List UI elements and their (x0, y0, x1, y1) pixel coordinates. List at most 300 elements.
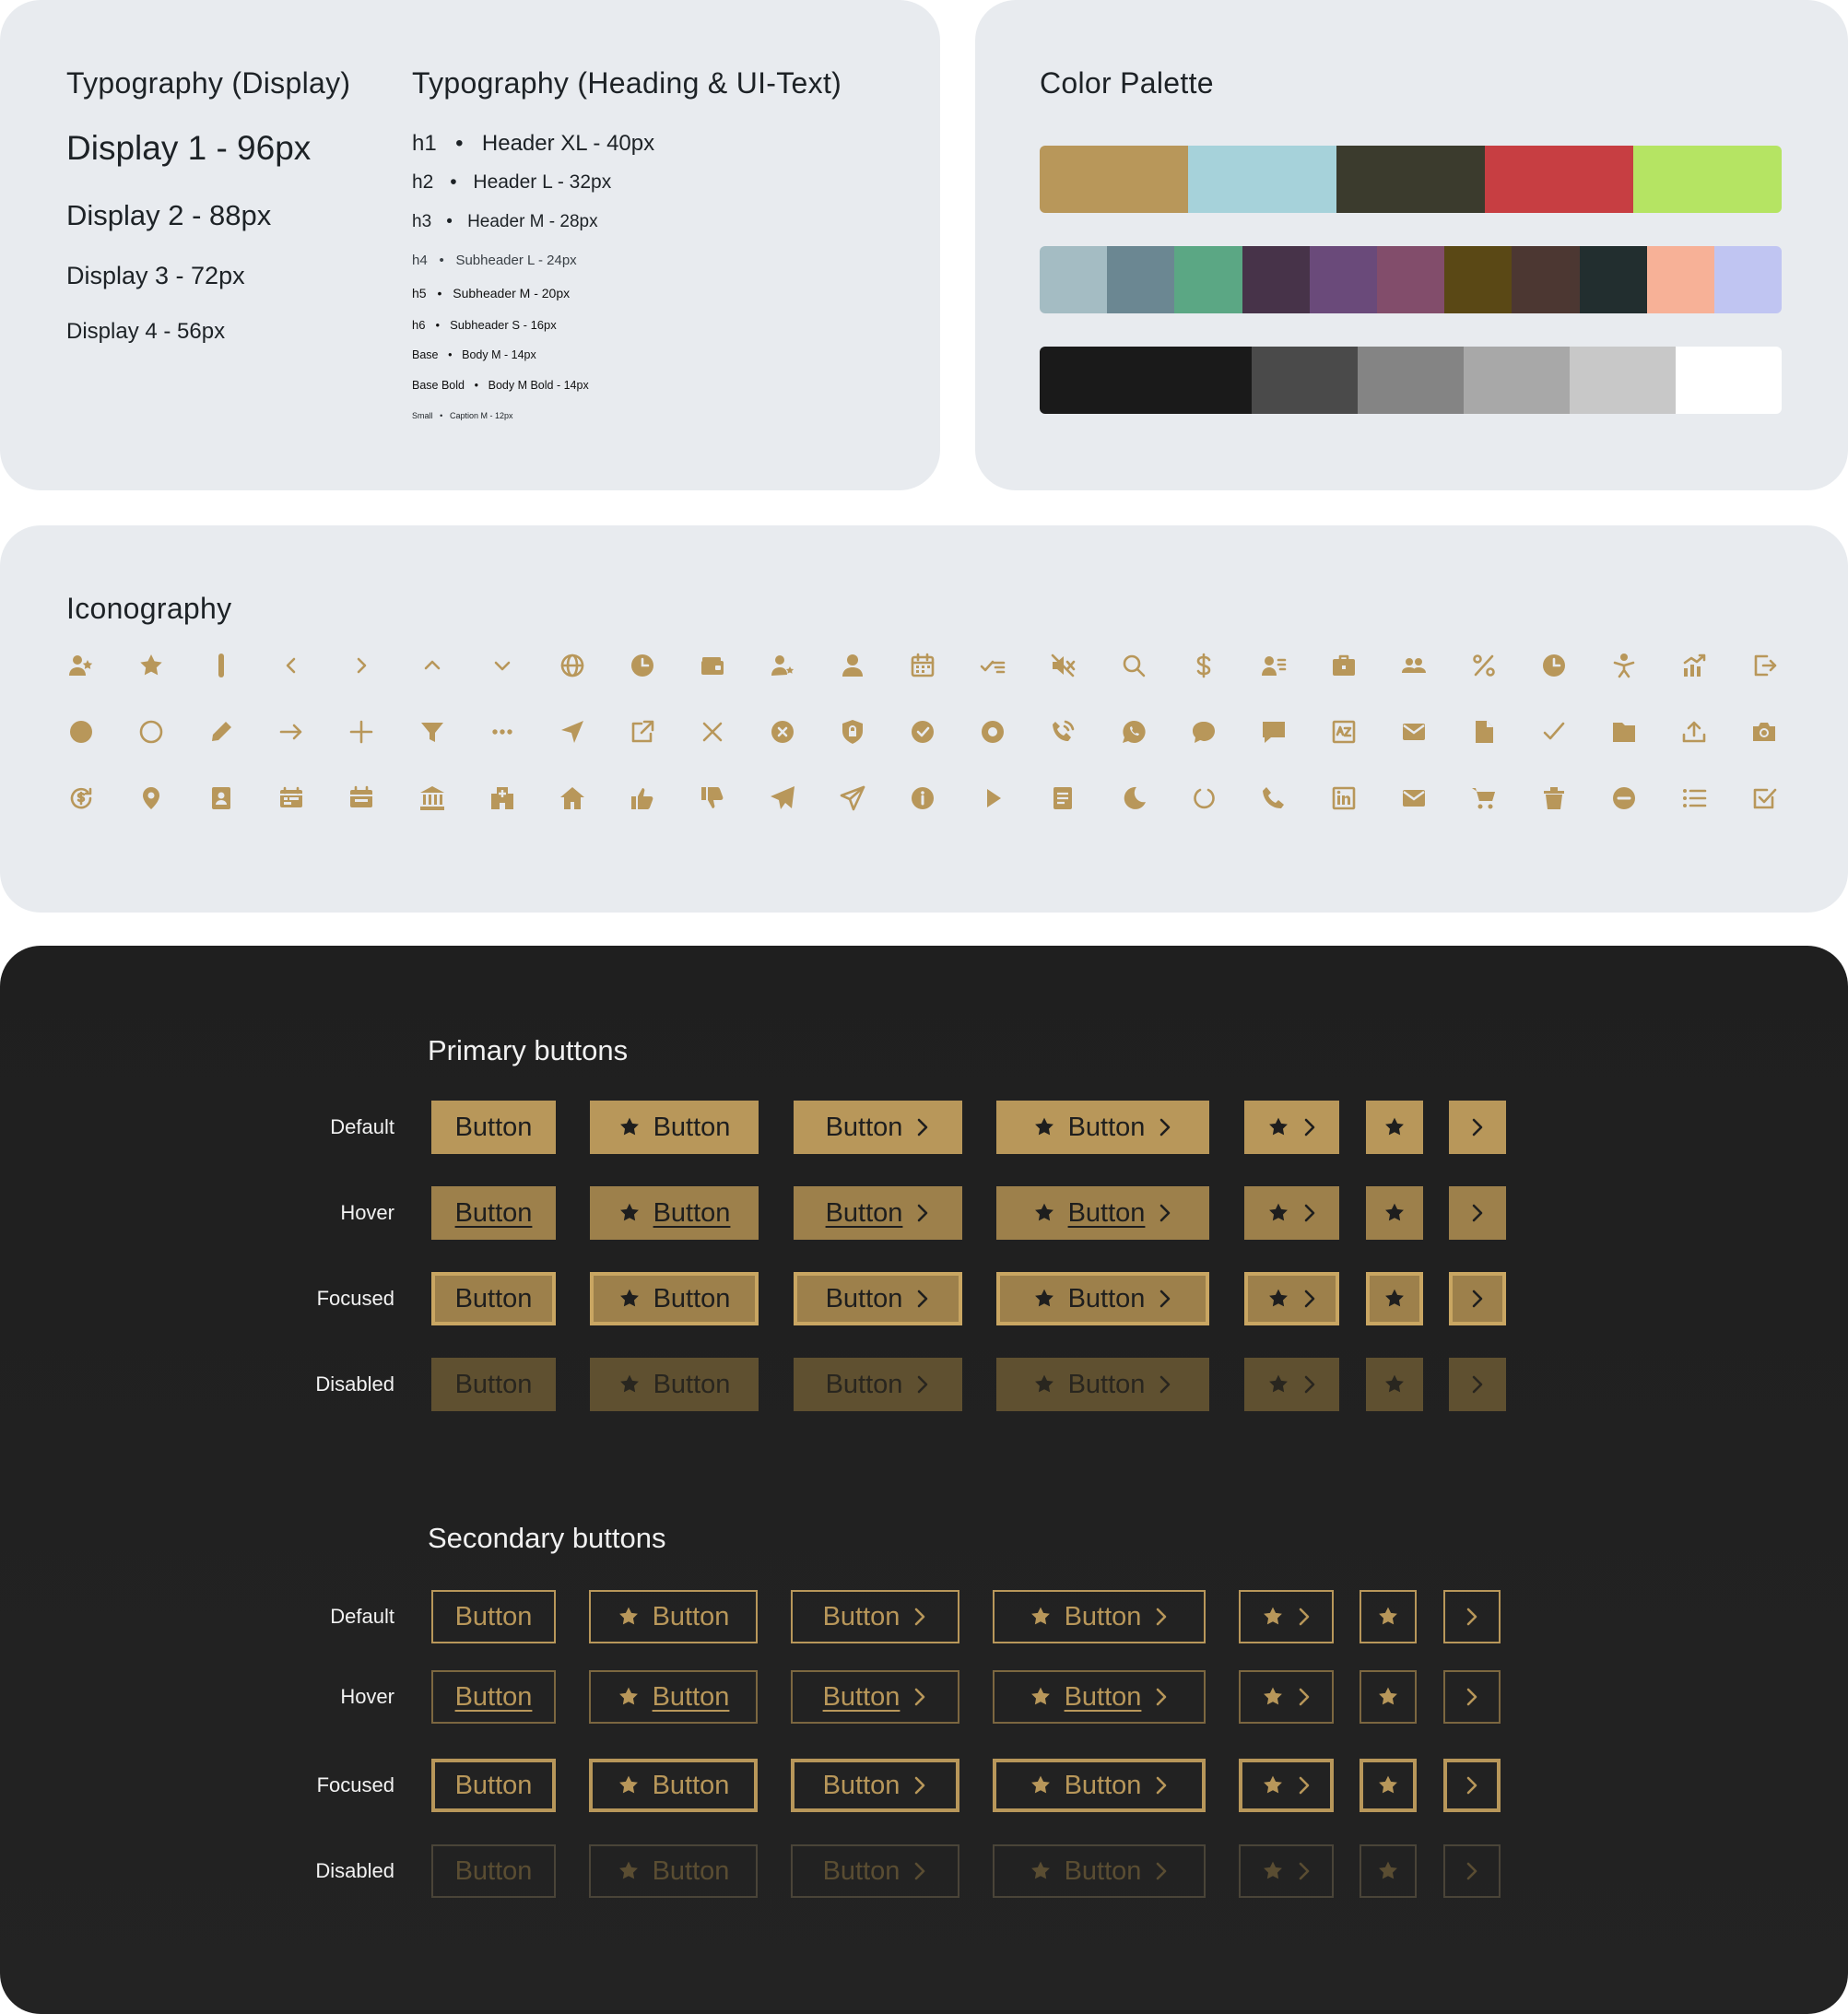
primary-text-chevron-button-hover[interactable] (794, 1186, 962, 1240)
whatsapp-icon (1106, 704, 1161, 760)
id-card-icon (1246, 638, 1301, 693)
star-icon (1262, 1686, 1284, 1708)
star-icon (1377, 1686, 1399, 1708)
upload-icon (1666, 704, 1722, 760)
primary-text-button-focused[interactable] (431, 1272, 556, 1325)
heading-tag: Base (412, 348, 439, 361)
secondary-chevron-only-button-focused[interactable] (1443, 1759, 1501, 1812)
plus-icon (334, 704, 389, 760)
bullet-separator: • (437, 286, 442, 300)
display-3-sample: Display 3 - 72px (66, 262, 245, 289)
heading-sample-1 (412, 131, 654, 157)
chevron-right-icon (1465, 1775, 1479, 1796)
primary-icon-text-chevron-button-default[interactable] (996, 1101, 1209, 1154)
color-swatch (1040, 146, 1188, 213)
star-icon (1383, 1288, 1406, 1310)
more-icon (475, 704, 530, 760)
heading-label: Header XL - 40px (481, 131, 655, 156)
heading-label: Subheader M - 20px (453, 286, 571, 300)
list-icon (1666, 771, 1722, 826)
secondary-disabled-state-label: Disabled (315, 1859, 394, 1882)
chevron-right-icon (1465, 1861, 1479, 1881)
thumbs-up-icon (615, 771, 670, 826)
primary-text-chevron-button-disabled (794, 1358, 962, 1411)
play-icon (965, 771, 1020, 826)
color-swatch (1040, 347, 1252, 414)
button-label: Button (825, 1112, 903, 1142)
button-label: Button (1064, 1855, 1142, 1886)
phone-call-icon (1035, 704, 1090, 760)
star-icon (1033, 1202, 1055, 1224)
bullet-separator: • (435, 318, 441, 332)
primary-icon-only-button-hover[interactable] (1366, 1186, 1423, 1240)
button-label: Button (1064, 1681, 1142, 1712)
secondary-text-button-hover[interactable] (431, 1670, 556, 1724)
button-label: Button (653, 1197, 731, 1228)
camera-icon (1736, 704, 1792, 760)
star-icon (1030, 1606, 1052, 1628)
chevron-right-icon (915, 1203, 930, 1223)
button-label: Button (822, 1855, 900, 1886)
person-arms-icon (1596, 638, 1652, 693)
linkedin-icon (1316, 771, 1371, 826)
chevron-right-icon (1470, 1203, 1485, 1223)
color-swatch (1570, 347, 1676, 414)
checklist-icon (965, 638, 1020, 693)
primary-icon-only-button-disabled (1366, 1358, 1423, 1411)
navigation-icon (545, 704, 600, 760)
star-icon (1030, 1686, 1052, 1708)
secondary-icon-text-button-hover[interactable] (589, 1670, 758, 1724)
dollar-cycle-icon (53, 771, 109, 826)
secondary-chevron-only-button-default[interactable] (1443, 1590, 1501, 1643)
chevron-right-icon (1302, 1289, 1317, 1309)
primary-buttons-title: Primary buttons (428, 1034, 629, 1066)
chevron-right-icon (1154, 1687, 1169, 1707)
primary-icon-text-button-default[interactable] (590, 1101, 759, 1154)
secondary-icon-only-button-default[interactable] (1360, 1590, 1417, 1643)
button-label: Button (652, 1681, 730, 1712)
translate-icon (1316, 704, 1371, 760)
filled-circle-icon (53, 704, 109, 760)
secondary-icon-text-chevron-button-focused[interactable] (993, 1759, 1206, 1812)
icon-row-3 (53, 771, 1786, 826)
color-swatch (1512, 246, 1579, 313)
star-icon (1383, 1373, 1406, 1396)
secondary-icon-text-button-focused[interactable] (589, 1759, 758, 1812)
star-icon (618, 1116, 641, 1138)
primary-icon-chevron-button-default[interactable] (1244, 1101, 1339, 1154)
chevron-right-icon (1470, 1374, 1485, 1395)
color-swatch (1580, 246, 1647, 313)
button-label: Button (454, 1283, 533, 1313)
secondary-text-button-default[interactable] (431, 1590, 556, 1643)
chevron-right-icon (1158, 1117, 1172, 1137)
heading-tag: h3 (412, 212, 432, 231)
chevron-left-icon (264, 638, 319, 693)
star-icon (1377, 1774, 1399, 1796)
heading-tag: h4 (412, 253, 428, 268)
chevron-right-icon (912, 1607, 927, 1627)
heading-sample-8 (412, 379, 589, 392)
chevron-right-icon (915, 1117, 930, 1137)
secondary-icon-text-chevron-button-default[interactable] (993, 1590, 1206, 1643)
secondary-hover-state-label: Hover (340, 1685, 394, 1708)
primary-icon-text-chevron-button-disabled (996, 1358, 1209, 1411)
bullet-separator: • (448, 348, 453, 361)
star-icon (618, 1202, 641, 1224)
star-icon (1267, 1288, 1289, 1310)
secondary-icon-text-button-default[interactable] (589, 1590, 758, 1643)
color-swatch (1647, 246, 1714, 313)
star-icon (1030, 1860, 1052, 1882)
heading-sample-5 (412, 286, 570, 300)
primary-icon-text-button-hover[interactable] (590, 1186, 759, 1240)
star-icon (618, 1606, 640, 1628)
chevron-right-icon (1302, 1117, 1317, 1137)
primary-text-chevron-button-focused[interactable] (794, 1272, 962, 1325)
arrow-right-icon (264, 704, 319, 760)
heading-label: Subheader L - 24px (455, 253, 577, 268)
folder-icon (1596, 704, 1652, 760)
mail-icon (1386, 704, 1442, 760)
secondary-chevron-only-button-disabled (1443, 1844, 1501, 1898)
chevron-right-icon (1465, 1687, 1479, 1707)
color-swatch (1358, 347, 1464, 414)
checkmark-icon (1526, 704, 1582, 760)
globe-icon (545, 638, 600, 693)
button-label: Button (454, 1770, 533, 1800)
pencil-icon (194, 704, 249, 760)
star-icon (1262, 1774, 1284, 1796)
hospital-icon (475, 771, 530, 826)
bullet-separator: • (474, 379, 478, 392)
briefcase-icon (1316, 638, 1371, 693)
envelope-icon (1386, 771, 1442, 826)
color-swatch (1188, 146, 1336, 213)
close-circle-icon (755, 704, 810, 760)
primary-icon-text-button-disabled (590, 1358, 759, 1411)
chevron-right-icon (912, 1687, 927, 1707)
secondary-icon-only-button-hover[interactable] (1360, 1670, 1417, 1724)
chevron-right-icon (912, 1775, 927, 1796)
user-star-icon (53, 638, 109, 693)
color-swatch (1040, 246, 1107, 313)
primary-icon-text-button-focused[interactable] (590, 1272, 759, 1325)
secondary-chevron-only-button-hover[interactable] (1443, 1670, 1501, 1724)
heading-label: Caption M - 12px (449, 411, 513, 420)
bullet-separator: • (439, 253, 444, 268)
primary-text-chevron-button-default[interactable] (794, 1101, 962, 1154)
primary-icon-chevron-button-focused[interactable] (1244, 1272, 1339, 1325)
secondary-icon-only-button-disabled (1360, 1844, 1417, 1898)
color-swatch (1633, 146, 1782, 213)
home-icon (545, 771, 600, 826)
star-icon (618, 1288, 641, 1310)
secondary-icon-text-chevron-button-disabled (993, 1844, 1206, 1898)
checkbox-icon (1736, 771, 1792, 826)
users-icon (1386, 638, 1442, 693)
chevron-right-icon (1470, 1289, 1485, 1309)
empty-circle-icon (124, 704, 179, 760)
primary-hover-state-label: Hover (340, 1201, 394, 1224)
display-2-sample: Display 2 - 88px (66, 199, 272, 231)
chat-bubble-icon (1176, 704, 1231, 760)
primary-icon-only-button-default[interactable] (1366, 1101, 1423, 1154)
star-icon (618, 1373, 641, 1396)
clock-icon (615, 638, 670, 693)
button-label: Button (1067, 1197, 1146, 1228)
star-icon (1033, 1288, 1055, 1310)
heading-sample-6 (412, 318, 557, 332)
secondary-icon-chevron-button-disabled (1239, 1844, 1334, 1898)
color-swatch (1676, 347, 1782, 414)
star-icon (1262, 1606, 1284, 1628)
button-label: Button (1067, 1112, 1146, 1142)
secondary-icon-text-chevron-button-hover[interactable] (993, 1670, 1206, 1724)
button-label: Button (1067, 1369, 1146, 1399)
button-label: Button (653, 1112, 731, 1142)
primary-chevron-only-button-hover[interactable] (1449, 1186, 1506, 1240)
close-icon (685, 704, 740, 760)
secondary-focused-state-label: Focused (316, 1773, 394, 1796)
star-icon (1267, 1116, 1289, 1138)
wallet-icon (685, 638, 740, 693)
display-4-sample: Display 4 - 56px (66, 319, 226, 344)
chevron-right-icon (1154, 1775, 1169, 1796)
icon-row-1 (53, 638, 1786, 693)
color-swatch (1242, 246, 1310, 313)
star-icon (1262, 1860, 1284, 1882)
send-icon (755, 771, 810, 826)
color-swatch (1485, 146, 1633, 213)
clock-alt-icon (1526, 638, 1582, 693)
primary-focused-state-label: Focused (316, 1287, 394, 1310)
color-swatch (1174, 246, 1242, 313)
secondary-text-button-disabled (431, 1844, 556, 1898)
primary-chevron-only-button-default[interactable] (1449, 1101, 1506, 1154)
primary-icon-only-button-focused[interactable] (1366, 1272, 1423, 1325)
calendar-event-icon (334, 771, 389, 826)
heading-sample-9 (412, 411, 513, 420)
message-icon (1246, 704, 1301, 760)
primary-chevron-only-button-focused[interactable] (1449, 1272, 1506, 1325)
loading-icon (1176, 771, 1231, 826)
primary-disabled-state-label: Disabled (315, 1372, 394, 1396)
chevron-right-icon (1158, 1203, 1172, 1223)
button-label: Button (1064, 1770, 1142, 1800)
percent-icon (1456, 638, 1512, 693)
record-icon (965, 704, 1020, 760)
heading-label: Header M - 28px (467, 212, 598, 231)
chevron-down-icon (475, 638, 530, 693)
logout-icon (1736, 638, 1792, 693)
minus-circle-icon (1596, 771, 1652, 826)
secondary-default-state-label: Default (330, 1605, 394, 1628)
button-label: Button (454, 1601, 533, 1631)
chevron-right-icon (1154, 1607, 1169, 1627)
color-swatch (1107, 246, 1174, 313)
moon-icon (1106, 771, 1161, 826)
secondary-icon-only-button-focused[interactable] (1360, 1759, 1417, 1812)
color-swatch (1714, 246, 1782, 313)
button-label: Button (652, 1601, 730, 1631)
chevron-right-icon (1465, 1607, 1479, 1627)
button-label: Button (1064, 1601, 1142, 1631)
secondary-icon-chevron-button-default[interactable] (1239, 1590, 1334, 1643)
calendar-icon (895, 638, 950, 693)
typography-display-title: Typography (Display) (66, 66, 351, 100)
button-label: Button (822, 1681, 900, 1712)
secondary-text-chevron-button-focused[interactable] (791, 1759, 959, 1812)
secondary-icon-chevron-button-hover[interactable] (1239, 1670, 1334, 1724)
button-label: Button (653, 1283, 731, 1313)
bar-chart-icon (1666, 638, 1722, 693)
heading-sample-2 (412, 171, 611, 194)
color-swatch (1252, 347, 1358, 414)
star-icon (618, 1686, 640, 1708)
button-label: Button (825, 1197, 903, 1228)
phone-icon (1246, 771, 1301, 826)
primary-text-button-default[interactable] (431, 1101, 556, 1154)
bullet-separator: • (446, 212, 453, 231)
button-label: Button (652, 1855, 730, 1886)
secondary-text-chevron-button-disabled (791, 1844, 959, 1898)
button-label: Button (822, 1770, 900, 1800)
chevron-right-icon (1297, 1775, 1312, 1796)
color-palette-title: Color Palette (1040, 66, 1214, 100)
chevron-right-icon (915, 1289, 930, 1309)
heading-sample-4 (412, 253, 577, 268)
star-icon (124, 638, 179, 693)
button-label: Button (653, 1369, 731, 1399)
vertical-bar-icon (194, 638, 249, 693)
heading-label: Body M - 14px (462, 348, 536, 361)
heading-sample-7 (412, 348, 536, 361)
primary-icon-text-chevron-button-hover[interactable] (996, 1186, 1209, 1240)
button-label: Button (825, 1283, 903, 1313)
chevron-right-icon (1302, 1374, 1317, 1395)
color-swatch (1310, 246, 1377, 313)
lock-icon (825, 704, 880, 760)
button-label: Button (825, 1369, 903, 1399)
chevron-right-icon (1297, 1861, 1312, 1881)
filter-icon (405, 704, 460, 760)
star-icon (1377, 1860, 1399, 1882)
primary-icon-chevron-button-hover[interactable] (1244, 1186, 1339, 1240)
search-icon (1106, 638, 1161, 693)
chevron-right-icon (1158, 1374, 1172, 1395)
check-circle-icon (895, 704, 950, 760)
star-icon (1033, 1116, 1055, 1138)
star-icon (618, 1860, 640, 1882)
heading-label: Header L - 32px (473, 171, 612, 193)
location-pin-icon (124, 771, 179, 826)
bullet-separator: • (450, 171, 457, 193)
secondary-icon-text-button-disabled (589, 1844, 758, 1898)
chevron-right-icon (1154, 1861, 1169, 1881)
primary-default-state-label: Default (330, 1115, 394, 1138)
chevron-right-icon (1297, 1687, 1312, 1707)
chevron-right-icon (1158, 1289, 1172, 1309)
trash-icon (1526, 771, 1582, 826)
chevron-right-icon (1297, 1607, 1312, 1627)
button-label: Button (652, 1770, 730, 1800)
star-icon (1030, 1774, 1052, 1796)
star-icon (1383, 1202, 1406, 1224)
display-1-sample: Display 1 - 96px (66, 129, 312, 167)
secondary-text-chevron-button-hover[interactable] (791, 1670, 959, 1724)
star-icon (1377, 1606, 1399, 1628)
heading-tag: Base Bold (412, 379, 465, 392)
heading-tag: h1 (412, 131, 437, 156)
star-icon (1033, 1373, 1055, 1396)
heading-sample-3 (412, 212, 598, 232)
contact-book-icon (194, 771, 249, 826)
heading-tag: h5 (412, 286, 427, 300)
primary-icon-text-chevron-button-focused[interactable] (996, 1272, 1209, 1325)
chevron-right-icon (334, 638, 389, 693)
chevron-right-icon (915, 1374, 930, 1395)
star-icon (1267, 1202, 1289, 1224)
button-label: Button (454, 1369, 533, 1399)
button-label: Button (822, 1601, 900, 1631)
button-label: Button (454, 1112, 533, 1142)
button-label: Button (454, 1855, 533, 1886)
secondary-text-button-focused[interactable] (431, 1759, 556, 1812)
secondary-text-chevron-button-default[interactable] (791, 1590, 959, 1643)
star-icon (1267, 1373, 1289, 1396)
color-swatch (1464, 347, 1570, 414)
star-icon (618, 1774, 640, 1796)
palette-row-2 (1040, 246, 1782, 313)
heading-label: Subheader S - 16px (450, 318, 557, 332)
document-icon (1035, 771, 1090, 826)
color-swatch (1336, 146, 1485, 213)
button-label: Button (1067, 1283, 1146, 1313)
heading-tag: h6 (412, 318, 426, 332)
color-swatch (1444, 246, 1512, 313)
user-star-small-icon (755, 638, 810, 693)
file-icon (1456, 704, 1512, 760)
secondary-buttons-title: Secondary buttons (428, 1522, 666, 1554)
bullet-separator: • (455, 131, 464, 156)
chevron-right-icon (1302, 1203, 1317, 1223)
heading-label: Body M Bold - 14px (488, 379, 589, 392)
primary-text-button-disabled (431, 1358, 556, 1411)
iconography-title: Iconography (66, 592, 232, 625)
color-swatch (1377, 246, 1444, 313)
button-label: Button (454, 1681, 533, 1712)
icon-row-2 (53, 704, 1786, 760)
chevron-right-icon (1470, 1117, 1485, 1137)
primary-chevron-only-button-disabled (1449, 1358, 1506, 1411)
heading-tag: Small (412, 411, 433, 420)
send-outline-icon (825, 771, 880, 826)
user-icon (825, 638, 880, 693)
star-icon (1383, 1116, 1406, 1138)
dollar-icon (1176, 638, 1231, 693)
secondary-icon-chevron-button-focused[interactable] (1239, 1759, 1334, 1812)
thumbs-down-icon (685, 771, 740, 826)
bank-icon (405, 771, 460, 826)
typography-heading-title: Typography (Heading & UI-Text) (412, 66, 842, 100)
bullet-separator: • (440, 411, 443, 420)
heading-tag: h2 (412, 171, 434, 193)
primary-text-button-hover[interactable] (431, 1186, 556, 1240)
primary-icon-chevron-button-disabled (1244, 1358, 1339, 1411)
info-icon (895, 771, 950, 826)
